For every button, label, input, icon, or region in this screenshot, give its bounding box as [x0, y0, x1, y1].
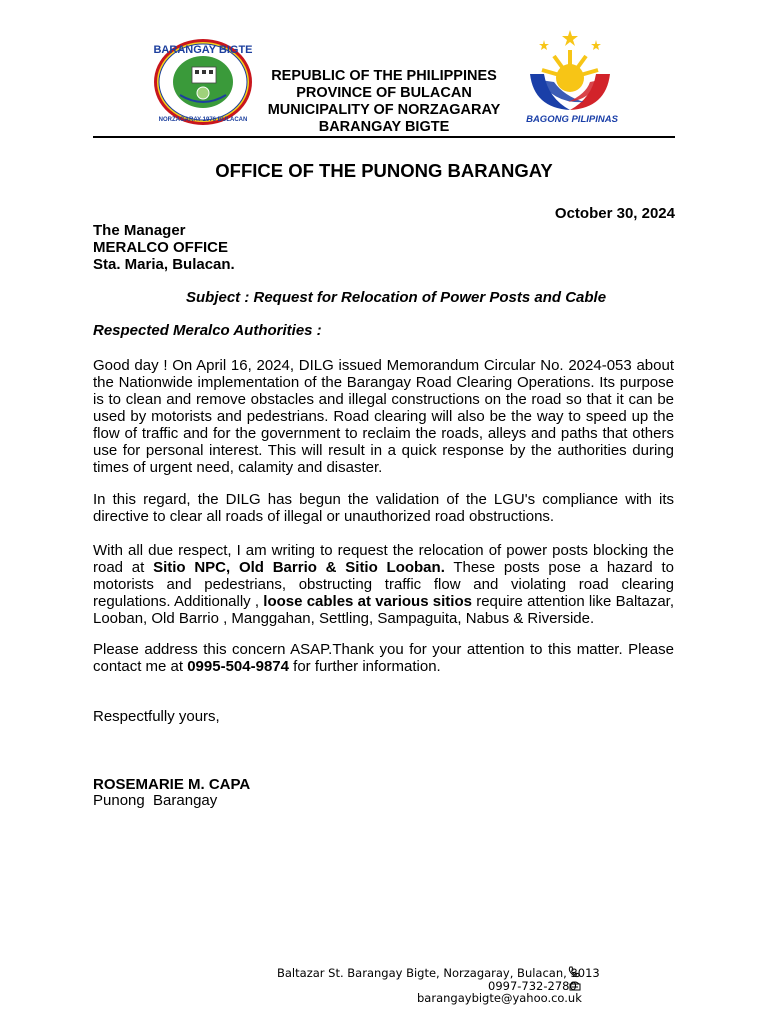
footer-email: barangaybigte@yahoo.co.uk — [417, 991, 582, 1005]
p3-cables-bold: loose cables at various sitios — [263, 593, 472, 610]
signatory-name: ROSEMARIE M. CAPA — [93, 776, 251, 793]
footer-address: Baltazar St. Barangay Bigte, Norzagaray, Bulacan, 3013 — [277, 966, 600, 980]
p3-text-e: require attention like Baltazar, Looban, Old Barrio , Manggahan, Settling, Sampaguita, Nabus & Riverside. — [93, 593, 674, 627]
letter-date: October 30, 2024 — [554, 205, 675, 222]
p4-text-c: for further information. — [288, 658, 441, 675]
header-divider — [93, 136, 675, 138]
p3-text-a: With all due respect, I am writing to request the relocation of power posts blocking the road at — [93, 542, 674, 576]
recipient-block — [93, 222, 235, 273]
paragraph-1: Good day ! On April 16, 2024, DILG issued Memorandum Circular No. 2024-053 about the Nationwide implementation of the Barangay Road Clearing Operations. Its purpose is to clean and remove obstacles and illegal constructions on the road so that it can be used by motorists and pedestrians. Road clearing will also be the way to speed up the flow of traffic and for the government to reclaim the roads, alleys and paths that others use for personal interest. This will result in a quick response by the authorities during times of urgent need, calamity and disaster. — [93, 357, 674, 476]
header-line-province: PROVINCE OF BULACAN — [296, 85, 472, 101]
p4-text-a: Please address this concern ASAP.Thank you for your attention to this matter. Please contact me at — [93, 641, 674, 675]
footer-phone: 0997-732-2780 — [488, 979, 577, 993]
paragraph-2: In this regard, the DILG has begun the validation of the LGU's compliance with its directive to clear all roads of illegal or unauthorized road obstructions. — [93, 491, 674, 525]
header-line-republic: REPUBLIC OF THE PHILIPPINES — [271, 68, 497, 84]
mobile-icon — [568, 980, 582, 992]
paragraph-4 — [93, 641, 674, 675]
closing: Respectfully yours, — [93, 708, 220, 725]
bagong-pilipinas-logo — [524, 28, 616, 114]
recipient-line-3: Sta. Maria, Bulacan. — [93, 256, 235, 273]
phone-icon — [568, 966, 580, 978]
office-title: OFFICE OF THE PUNONG BARANGAY — [215, 160, 553, 181]
paragraph-3 — [93, 542, 674, 627]
subject-line: Subject : Request for Relocation of Power Posts and Cable — [186, 289, 607, 306]
header-line-barangay: BARANGAY BIGTE — [318, 119, 450, 135]
barangay-seal-logo — [152, 37, 254, 127]
seal-bottom-text: NORZAGARAY 1976 BULACAN — [158, 117, 248, 123]
p4-phone-bold: 0995-504-9874 — [187, 658, 289, 675]
signatory-position: Punong Barangay — [93, 792, 218, 809]
salutation: Respected Meralco Authorities : — [93, 322, 322, 339]
seal-top-text: BARANGAY BIGTE — [153, 44, 253, 56]
recipient-line-1: The Manager — [93, 222, 186, 239]
bagong-pilipinas-label: BAGONG PILIPINAS — [526, 114, 618, 125]
p3-text-c: These posts pose a hazard to motorists and pedestrians, obstructing traffic flow and violating road clearing regulations. Additionally , — [93, 559, 674, 610]
header-line-municipality: MUNICIPALITY OF NORZAGARAY — [267, 102, 501, 118]
recipient-line-2: MERALCO OFFICE — [93, 239, 228, 256]
p3-sitios-bold: Sitio NPC, Old Barrio & Sitio Looban. — [153, 559, 445, 576]
letterhead — [255, 68, 513, 136]
